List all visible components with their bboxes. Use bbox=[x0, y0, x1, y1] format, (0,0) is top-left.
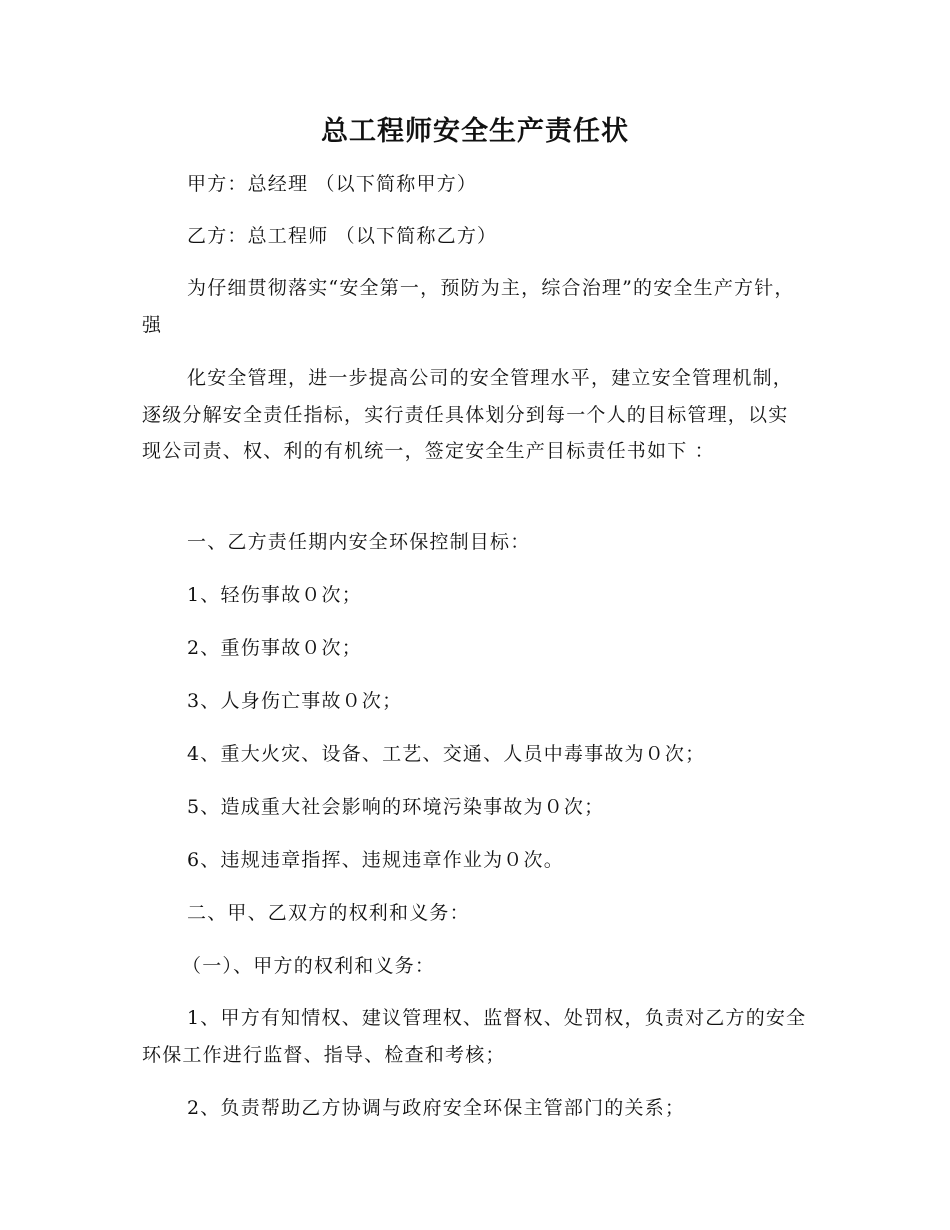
duty-a-item-2: 2、负责帮助乙方协调与政府安全环保主管部门的关系； bbox=[187, 1097, 686, 1119]
party-b-line: 乙方：总工程师 （以下简称乙方） bbox=[187, 225, 498, 247]
document-title: 总工程师安全生产责任状 bbox=[321, 116, 629, 147]
section-2-heading: 二、甲、乙双方的权利和义务： bbox=[187, 902, 470, 924]
target-item-5: 5、造成重大社会影响的环境污染事故为０次； bbox=[187, 796, 605, 818]
target-item-4: 4、重大火灾、设备、工艺、交通、人员中毒事故为０次； bbox=[187, 743, 706, 765]
intro-paragraph-1: 为仔细贯彻落实“安全第一，预防为主，综合治理”的安全生产方针，强 bbox=[142, 277, 795, 336]
subsection-1-heading: （一）、甲方的权利和义务： bbox=[182, 955, 436, 977]
section-1-heading: 一、乙方责任期内安全环保控制目标： bbox=[187, 531, 531, 553]
intro-paragraph-2: 化安全管理，进一步提高公司的安全管理水平，建立安全管理机制，逐级分解安全责任指标，实行责任具体划分到每一个人的目标管理，以实现公司责、权、利的有机统一，签定安全生产目标责任书如下 ： bbox=[142, 367, 794, 462]
target-item-6: 6、违规违章指挥、违规违章作业为０次。 bbox=[187, 849, 564, 871]
target-item-1: 1、轻伤事故０次； bbox=[187, 584, 362, 606]
target-item-2: 2、重伤事故０次； bbox=[187, 637, 362, 659]
party-a-line: 甲方：总经理 （以下简称甲方） bbox=[187, 173, 478, 195]
duty-a-item-1: 1、甲方有知情权、建议管理权、监督权、处罚权，负责对乙方的安全环保工作进行监督、指导、检查和考核； bbox=[142, 1007, 807, 1066]
target-item-3: 3、人身伤亡事故０次； bbox=[187, 690, 403, 712]
